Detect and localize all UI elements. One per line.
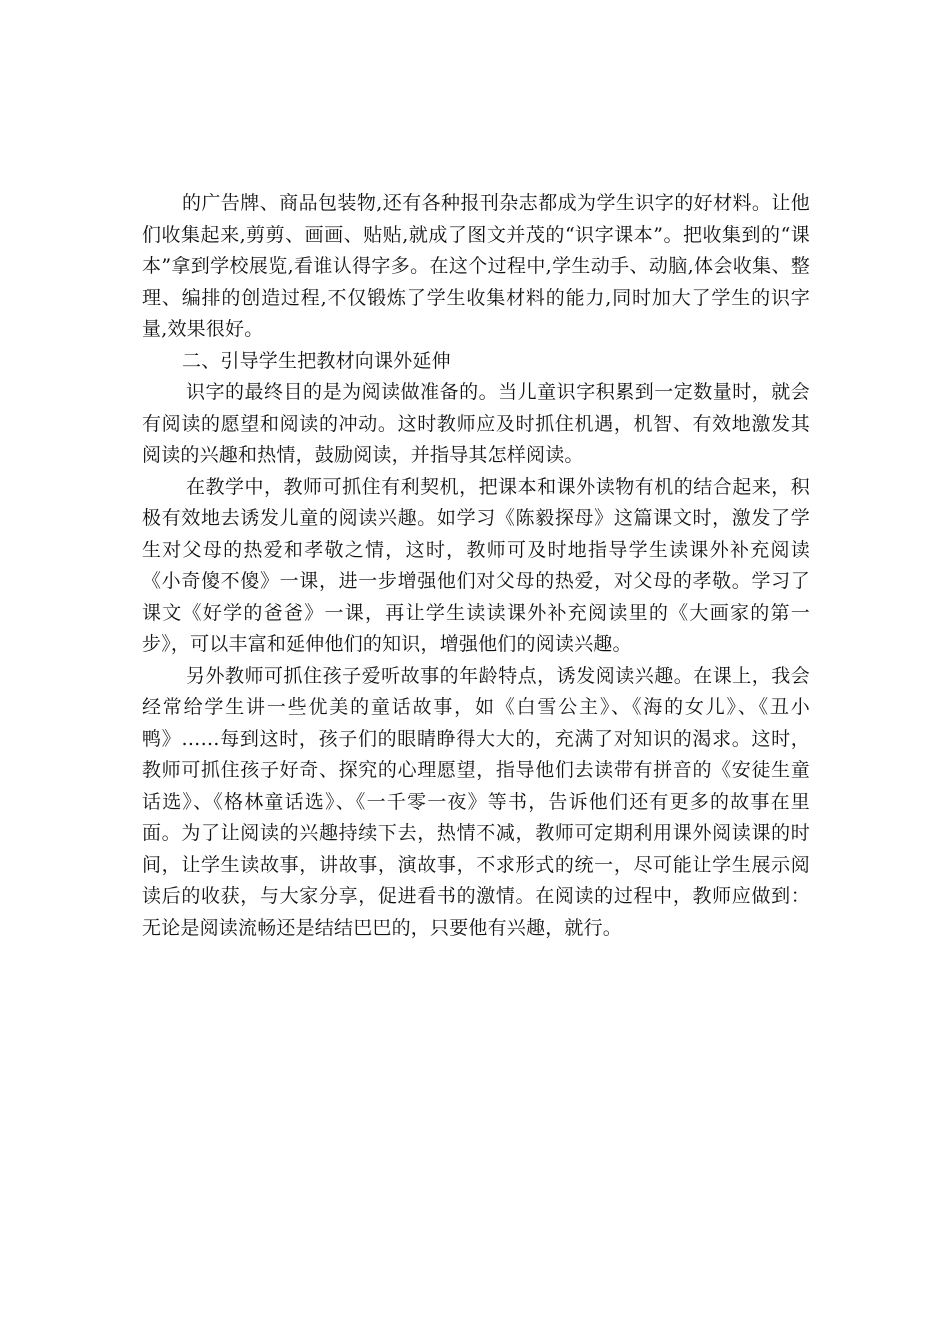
paragraph-story-interest: 另外教师可抓住孩子爱听故事的年龄特点，诱发阅读兴趣。在课上，我会经常给学生讲一些优美的童话故事，如《白雪公主》、《海的女儿》、《丑小鸭》……每到这时，孩子们的眼睛睁得大大的，充满了对知识的渴求。这时，教师可抓住孩子好奇、探究的心理愿望，指导他们去读带有拼音的《安徒生童话选》、《格林童话选》、《一千零一夜》等书，告诉他们还有更多的故事在里面。为了让阅读的兴趣持续下去，热情不减，教师可定期利用课外阅读课的时间，让学生读故事，讲故事，演故事，不求形式的统一，尽可能让学生展示阅读后的收获，与大家分享，促进看书的激情。在阅读的过程中，教师应做到：无论是阅读流畅还是结结巴巴的，只要他有兴趣，就行。 xyxy=(142,664,810,939)
paragraph-textbook-extension: 在教学中，教师可抓住有利契机，把课本和课外读物有机的结合起来，积极有效地去诱发儿童的阅读兴趣。如学习《陈毅探母》这篇课文时，激发了学生对父母的热爱和孝敬之情，这时，教师可及时地指导学生读课外补充阅读《小奇傻不傻》一课，进一步增强他们对父母的热爱，对父母的孝敬。学习了课文《好学的爸爸》一课，再让学生读读课外补充阅读里的《大画家的第一步》，可以丰富和延伸他们的知识，增强他们的阅读兴趣。 xyxy=(142,475,810,655)
document-body xyxy=(142,188,810,944)
section-heading: 二、引导学生把教材向课外延伸 xyxy=(182,349,451,372)
paragraph-material-collection: 的广告牌、商品包装物,还有各种报刊杂志都成为学生识字的好材料。让他们收集起来,剪剪、画画、贴贴,就成了图文并茂的“识字课本”。把收集到的“课本”拿到学校展览,看谁认得字多。在这个过程中,学生动手、动脑,体会收集、整理、编排的创造过程,不仅锻炼了学生收集材料的能力,同时加大了学生的识字量,效果很好。 xyxy=(142,192,810,340)
paragraph-reading-purpose: 识字的最终目的是为阅读做准备的。当儿童识字积累到一定数量时，就会有阅读的愿望和阅读的冲动。这时教师应及时抓住机遇，机智、有效地激发其阅读的兴趣和热情，鼓励阅读，并指导其怎样阅读。 xyxy=(142,381,810,466)
